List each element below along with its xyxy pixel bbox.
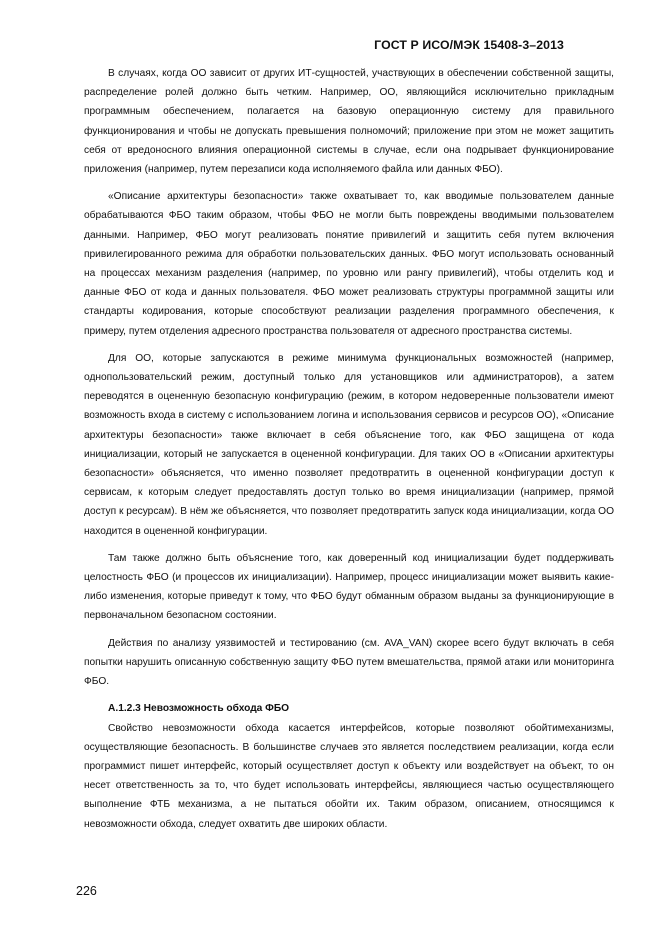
page-number: 226 (76, 884, 97, 898)
document-body (84, 64, 614, 842)
paragraph-trusted-init-code: Там также должно быть объяснение того, как доверенный код инициализации будет поддерживать целостность ФБО (и процессов их инициализации). Например, процесс инициализации может выявить какие-либо изменения, которые приведут к тому, что ФБО будут обманным образом выданы за функционирующие в первоначальном безопасном состоянии. (84, 552, 614, 622)
section-heading: А.1.2.3 Невозможность обхода ФБО (108, 703, 290, 715)
paragraph-role-distribution: В случаях, когда ОО зависит от других ИТ-сущностей, участвующих в обеспечении собственной защиты, распределение ролей должно быть четким. Например, ОО, являющийся исключительно прикладным программным обеспечением, полагается на базовую операционную систему для правильного функционирования и чтобы не допускать превышения полномочий; приложение при этом не может защитить себя от вредоносного влияния операционной системы в случае, если она подрывает функционирование приложения (например, путем перезаписи кода исполняемого файла или данных ФБО). (84, 68, 614, 176)
paragraph-vulnerability-analysis: Действия по анализу уязвимостей и тестированию (см. AVA_VAN) скорее всего будут включать в себя попытки нарушить описанную собственную защиту ФБО путем вмешательства, прямой атаки или мониторинга ФБО. (84, 637, 614, 688)
paragraph-architecture-description: «Описание архитектуры безопасности» также охватывает то, как вводимые пользователем данные обрабатываются ФБО таким образом, чтобы ФБО не могли быть повреждены вводимыми пользователем данными. Например, ФБО могут реализовать понятие привилегий и защитить себя путем включения привилегированного режима для обработки пользовательских данных. ФБО могут использовать основанный на процессах механизм разделения (например, по уровню или рангу привилегий), чтобы отделить код и данные ФБО от кода и данных пользователя. ФБО может реализовать структуры программной защиты или стандарты кодирования, которые способствуют реализации разделения программного обеспечения, к примеру, путем отделения адресного пространства пользователя от адресного пространства системы. (84, 191, 614, 337)
paragraph-non-bypassability: Свойство невозможности обхода касается интерфейсов, которые позволяют обойтимеханизмы, осуществляющие безопасность. В большинстве случаев это является последствием реализации, когда если программист пишет интерфейс, который осуществляет доступ к объекту или воздействует на объект, то он несет ответственность за то, что будет использовать интерфейсы, являющиеся частью осуществляющего выполнение ФТБ механизма, а не пытаться обойти их. Таким образом, описанием, относящимся к невозможности обхода, следует охватить две широких области. (84, 722, 614, 830)
document-header: ГОСТ Р ИСО/МЭК 15408-3–2013 (374, 38, 564, 52)
paragraph-initialization: Для ОО, которые запускаются в режиме минимума функциональных возможностей (например, однопользовательский режим, доступный только для установщиков или администраторов), а затем переводятся в оцененную безопасную конфигурацию (режим, в котором недоверенные пользователи имеют возможность входа в систему с использованием логина и использования сервисов и ресурсов ОО), «Описание архитектуры безопасности» также включает в себя объяснение того, как ФБО защищена от кода инициализации, который не запускается в оцененной конфигурации. Для таких ОО в «Описании архитектуры безопасности» объясняется, что именно позволяет предотвратить в оцененной конфигурации доступ к сервисам, к которым следует предоставлять доступ только во время инициализации (например, прямой доступ к ресурсам). В нём же объясняется, что позволяет предотвратить запуск кода инициализации, когда ОО находится в оцененной конфигурации. (84, 352, 614, 537)
